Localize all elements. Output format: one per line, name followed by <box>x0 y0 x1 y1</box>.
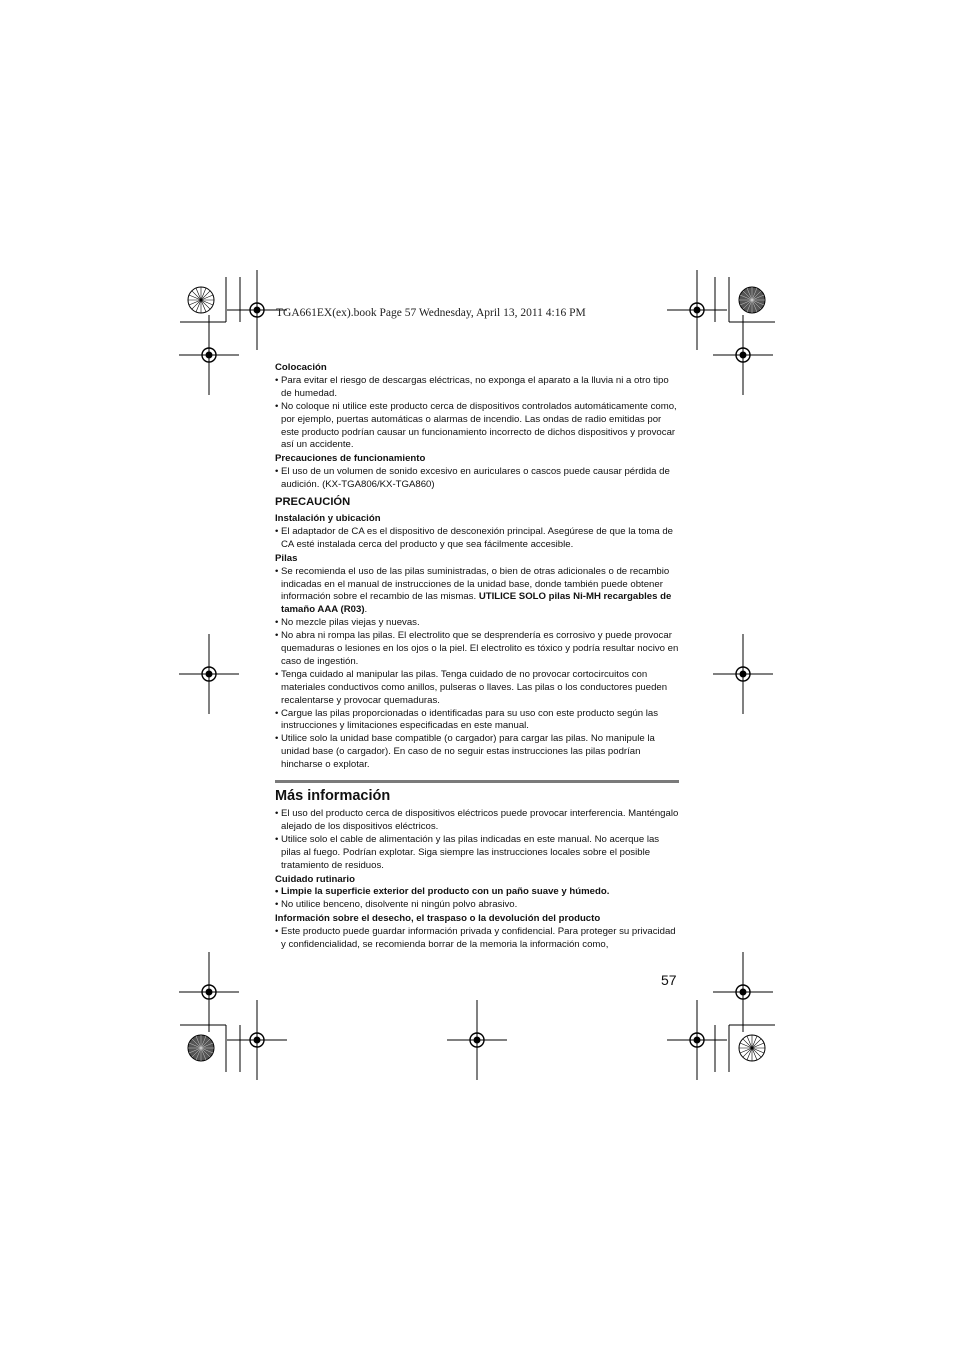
list-item: • El adaptador de CA es el dispositivo de desconexión principal. Asegúrese de que la toma de CA esté instalada cerca del producto y que sea fácilmente accesible. <box>275 526 679 552</box>
list-item: • El uso de un volumen de sonido excesivo en auriculares o cascos puede causar pérdida de audición. (KX-TGA806/KX-TGA860) <box>275 466 679 492</box>
list-item: • No coloque ni utilice este producto cerca de dispositivos controlados automáticamente como, por ejemplo, puertas automáticas o alarmas de incendio. Las ondas de radio emitidas por este producto podrían causar un funcionamiento incorrecto de dichos dispositivos y provocar así un accidente. <box>275 401 679 453</box>
list-item: • Limpie la superficie exterior del producto con un paño suave y húmedo. <box>275 886 679 899</box>
list-item: • No abra ni rompa las pilas. El electrolito que se desprendería es corrosivo y puede provocar quemaduras o lesiones en los ojos o la piel. El electrolito es tóxico y podría resultar nocivo en caso de ingestión. <box>275 630 679 669</box>
list-item: • Utilice solo la unidad base compatible (o cargador) para cargar las pilas. No manipule la unidad base (o cargador). En caso de no seguir estas instrucciones las pilas podrían hincharse o explotar. <box>275 733 679 772</box>
list-item: • El uso del producto cerca de dispositivos eléctricos puede provocar interferencia. Manténgalo alejado de los dispositivos eléctricos. <box>275 808 679 834</box>
heading-cuidado: Cuidado rutinario <box>275 873 355 885</box>
list-item: • Tenga cuidado al manipular las pilas. Tenga cuidado de no provocar cortocircuitos con materiales conductivos como anillos, pulseras o llaves. Las pilas o los conductores pueden recalentarse y provocar quemaduras. <box>275 669 679 708</box>
list-item-emphasis: UTILICE SOLO pilas Ni-MH recargables de tamaño AAA (R03) <box>281 591 672 616</box>
section-title: Más información <box>275 788 391 804</box>
heading-funcionamiento: Precauciones de funcionamiento <box>275 453 426 465</box>
list-item: • Cargue las pilas proporcionadas o identificadas para su uso con este producto según las instrucciones y limitaciones especificadas en este manual. <box>275 708 679 734</box>
heading-instalacion: Instalación y ubicación <box>275 512 381 524</box>
list-item-text: Se recomienda el uso de las pilas suministradas, o bien de otras adicionales o de recambio indicadas en el manual de instrucciones de la unidad base, donde también puede obtener información sobre el recambio de las mismas. <box>281 565 670 603</box>
heading-colocacion: Colocación <box>275 362 327 373</box>
list-item: • Para evitar el riesgo de descargas eléctricas, no exponga el aparato a la lluvia ni a otro tipo de humedad. <box>275 375 679 401</box>
more-info-content <box>275 808 679 952</box>
safety-content <box>275 362 679 772</box>
list-item: • Utilice solo el cable de alimentación y las pilas indicadas en este manual. No acerque las pilas al fuego. Podrían explotar. Siga siempre las instrucciones locales sobre el posible tratamiento de residuos. <box>275 834 679 873</box>
section-divider <box>275 780 679 783</box>
book-header: TGA661EX(ex).book Page 57 Wednesday, April 13, 2011 4:16 PM <box>276 307 586 319</box>
list-item-end: . <box>364 604 368 616</box>
list-item: • No utilice benceno, disolvente ni ningún polvo abrasivo. <box>275 899 679 912</box>
page-number: 57 <box>661 972 677 988</box>
heading-pilas: Pilas <box>275 552 298 564</box>
list-item: • Este producto puede guardar información privada y confidencial. Para proteger su privacidad y confidencialidad, se recomienda borrar de la memoria la información como, <box>275 926 679 952</box>
list-item <box>275 566 679 618</box>
list-item: • No mezcle pilas viejas y nuevas. <box>275 617 679 630</box>
heading-desecho: Información sobre el desecho, el traspaso o la devolución del producto <box>275 913 601 925</box>
heading-precaucion: PRECAUCIÓN <box>275 496 351 509</box>
